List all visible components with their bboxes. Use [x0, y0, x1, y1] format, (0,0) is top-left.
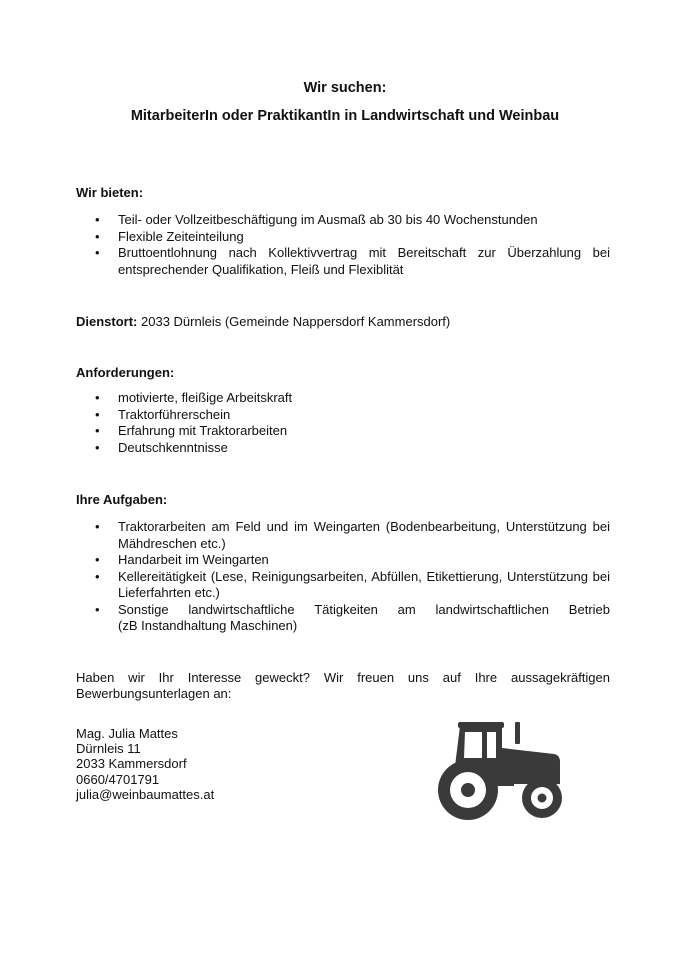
list-item: • Sonstige landwirtschaftliche Tätigkeiten am landwirtschaftlichen Betrieb (zB Instandhaltung Maschinen) [76, 602, 610, 635]
closing-text: Haben wir Ihr Interesse geweckt? Wir freuen uns auf Ihre aussagekräftigen Bewerbungsunterlagen an: [76, 670, 610, 701]
requirements-list [76, 390, 610, 456]
section-heading-offer: Wir bieten: [76, 185, 144, 200]
list-item: • Handarbeit im Weingarten [76, 552, 610, 569]
list-item: • Kellereitätigkeit (Lese, Reinigungsarbeiten, Abfüllen, Etikettierung, Unterstützung bei Lieferfahrten etc.) [76, 569, 610, 602]
contact-street: Dürnleis 11 [76, 741, 141, 757]
list-item: • Deutschkenntnisse [76, 440, 610, 457]
offer-list [76, 212, 610, 278]
heading-we-seek: Wir suchen: [303, 80, 387, 96]
contact-name: Mag. Julia Mattes [76, 726, 178, 741]
list-item: • Bruttoentlohnung nach Kollektivvertrag mit Bereitschaft zur Überzahlung bei entsprechender Qualifikation, Fleiß und Flexiblität [76, 245, 610, 278]
list-item: • Teil- oder Vollzeitbeschäftigung im Ausmaß ab 30 bis 40 Wochenstunden [76, 212, 610, 229]
contact-city: 2033 Kammersdorf [76, 756, 187, 772]
list-item: • motivierte, fleißige Arbeitskraft [76, 390, 610, 407]
section-heading-requirements: Anforderungen: [76, 365, 175, 380]
work-location [76, 314, 610, 330]
tasks-list [76, 519, 610, 635]
list-item: • Erfahrung mit Traktorarbeiten [76, 423, 610, 440]
work-location-label: Dienstort: [76, 314, 138, 329]
contact-block [76, 726, 214, 802]
job-title: MitarbeiterIn oder PraktikantIn in Landwirtschaft und Weinbau [130, 108, 560, 124]
contact-email: julia@weinbaumattes.at [76, 786, 215, 802]
list-item: • Flexible Zeiteinteilung [76, 229, 610, 246]
contact-phone: 0660/4701791 [76, 771, 160, 787]
section-heading-tasks: Ihre Aufgaben: [76, 492, 168, 507]
list-item: • Traktorführerschein [76, 407, 610, 424]
tractor-icon [436, 718, 564, 820]
list-item: • Traktorarbeiten am Feld und im Weingarten (Bodenbearbeitung, Unterstützung bei Mähdreschen etc.) [76, 519, 610, 552]
work-location-value: 2033 Dürnleis (Gemeinde Nappersdorf Kammersdorf) [137, 314, 451, 329]
